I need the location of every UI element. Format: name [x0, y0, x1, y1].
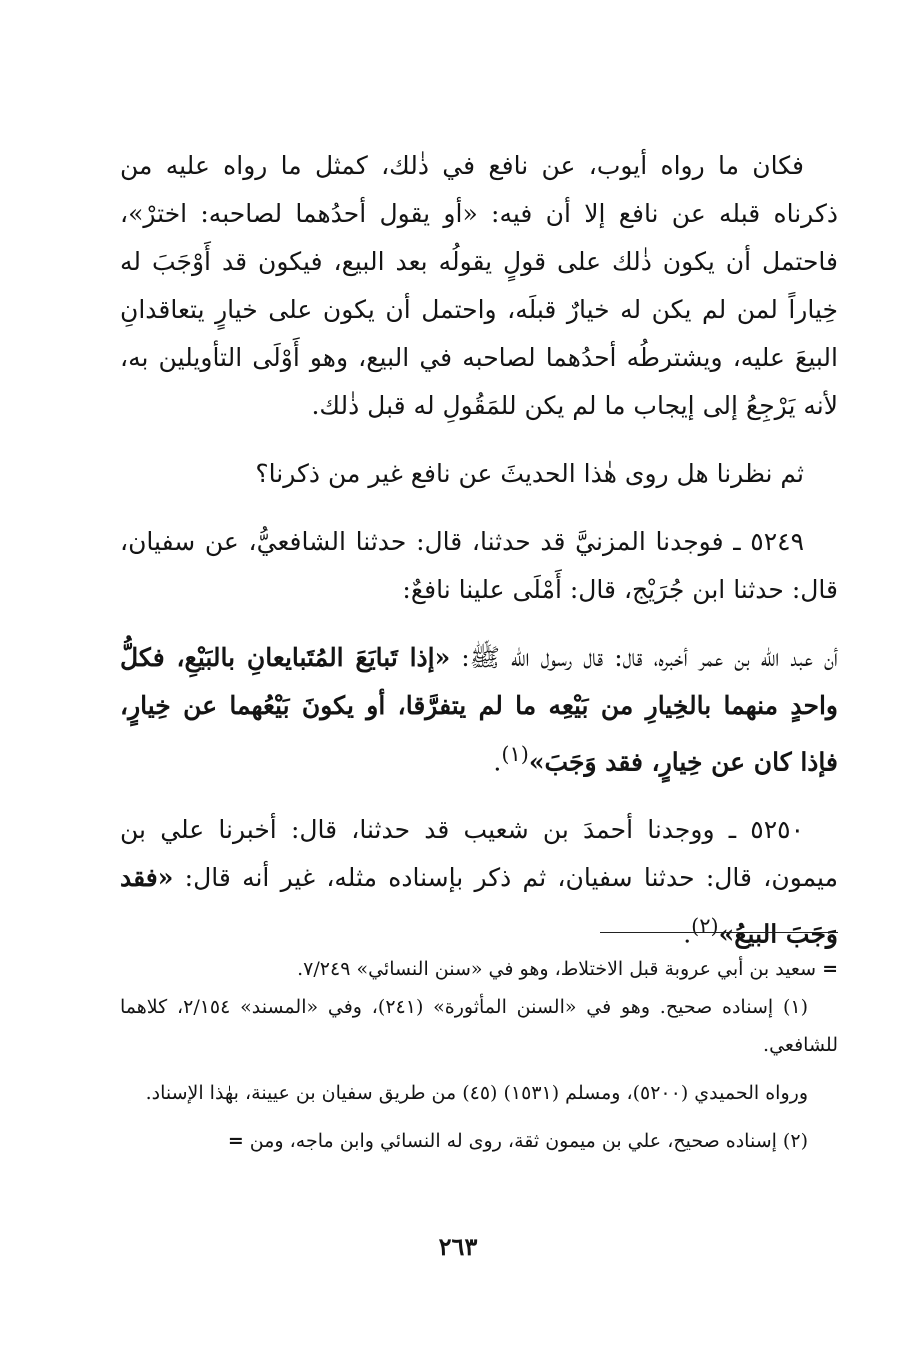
footnote-divider: [600, 932, 838, 933]
paragraph-commentary: فكان ما رواه أيوب، عن نافع في ذٰلك، كمثل ما رواه عليه من ذكرناه قبله عن نافع إلا أن فيه: «أو يقول أحدُهما لصاحبه: اخترْ»، فاحتمل أن يكون ذٰلك على قولٍ يقولُه بعد البيع، فيكون قد أَوْجَبَ له خِياراً لمن لم يكن له خيارٌ قبلَه، واحتمل أن يكون على خيارٍ يتعاقدانِ البيعَ عليه، ويشترطُه أحدُهما لصاحبه في البيع، وهو أَوْلَى التأويلين به، لأنه يَرْجِعُ إلى إيجاب ما لم يكن للمَقُولِ له قبل ذٰلك.: [120, 151, 838, 420]
hadith-quote: «إذا تَبايَعَ المُتَبايعانِ بالبَيْعِ، فكلُّ واحدٍ منهما بالخِيارِ من بَيْعِه ما لم يتفرَّقا، أو يكونَ بَيْعُهما عن خِيارٍ، فإذا كان عن خِيارٍ، فقد وَجَبَ»: [120, 643, 838, 777]
footnote-2: (٢) إسناده صحيح، علي بن ميمون ثقة، روى له النسائي وابن ماجه، ومن =: [227, 1130, 808, 1152]
footnote-ref-1: (١): [501, 742, 529, 766]
continuation-mark: =: [227, 1130, 244, 1152]
hadith-chain-text: ووجدنا أحمدَ بن شعيب قد حدثنا، قال: أخبرنا علي بن ميمون، قال: حدثنا سفيان، ثم ذكر بإسناده مثله، غير أنه قال:: [120, 815, 838, 893]
hadith-5249-chain: [120, 518, 838, 614]
hadith-5250: ٥٢٥٠ ـ ووجدنا أحمدَ بن شعيب قد حدثنا، قال: أخبرنا علي بن ميمون، قال: حدثنا سفيان، ثم ذكر بإسناده مثله، غير أنه قال: «فقد وَجَبَ البيعُ»$^{(٢)}$.: [120, 815, 838, 949]
continuation-mark: =: [822, 958, 838, 980]
footnotes: [120, 950, 838, 1160]
footnote-ref-2: (٢): [691, 914, 719, 939]
hadith-quote: «فقد وَجَبَ البيعُ»: [120, 863, 838, 949]
hadith-chain-text: فوجدنا المزنيَّ قد حدثنا، قال: حدثنا الشافعيُّ، عن سفيان، قال: حدثنا ابن جُرَيْج، قال: أَمْلَى علينا نافعٌ:: [120, 527, 838, 604]
main-text: [120, 142, 838, 959]
footnote-1: (١) إسناده صحيح. وهو في «السنن المأثورة» (٢٤١)، وفي «المسند» ٢/١٥٤، كلاهما للشافعي.: [120, 996, 838, 1056]
page-number: ٢٦٣: [438, 1232, 478, 1261]
hadith-matn-intro: أن عبد الله بن عمر أخبره، قال: قال رسول الله ﷺ:: [461, 643, 838, 672]
hadith-5249-matn: أن عبد الله بن عمر أخبره، قال: قال رسول الله ﷺ: «إذا تَبايَعَ المُتَبايعانِ بالبَيْعِ، فكلُّ واحدٍ منهما بالخِيارِ من بَيْعِه ما لم يتفرَّقا، أو يكونَ بَيْعُهما عن خِيارٍ، فإذا كان عن خِيارٍ، فقد وَجَبَ»$^{(١)}$.: [120, 643, 838, 777]
footnote-continuation: = سعيد بن أبي عروبة قبل الاختلاط، وهو في «سنن النسائي» ٧/٢٤٩.: [297, 958, 838, 980]
hadith-number: ٥٢٥٠ ـ: [728, 815, 804, 845]
hadith-number: ٥٢٤٩ ـ: [733, 527, 805, 556]
footnote-1-cont: ورواه الحميدي (٥٢٠٠)، ومسلم (١٥٣١) (٤٥) من طريق سفيان بن عيينة، بهٰذا الإسناد.: [145, 1082, 808, 1104]
paragraph-question: ثم نظرنا هل روى هٰذا الحديثَ عن نافع غير من ذكرنا؟: [255, 459, 804, 488]
